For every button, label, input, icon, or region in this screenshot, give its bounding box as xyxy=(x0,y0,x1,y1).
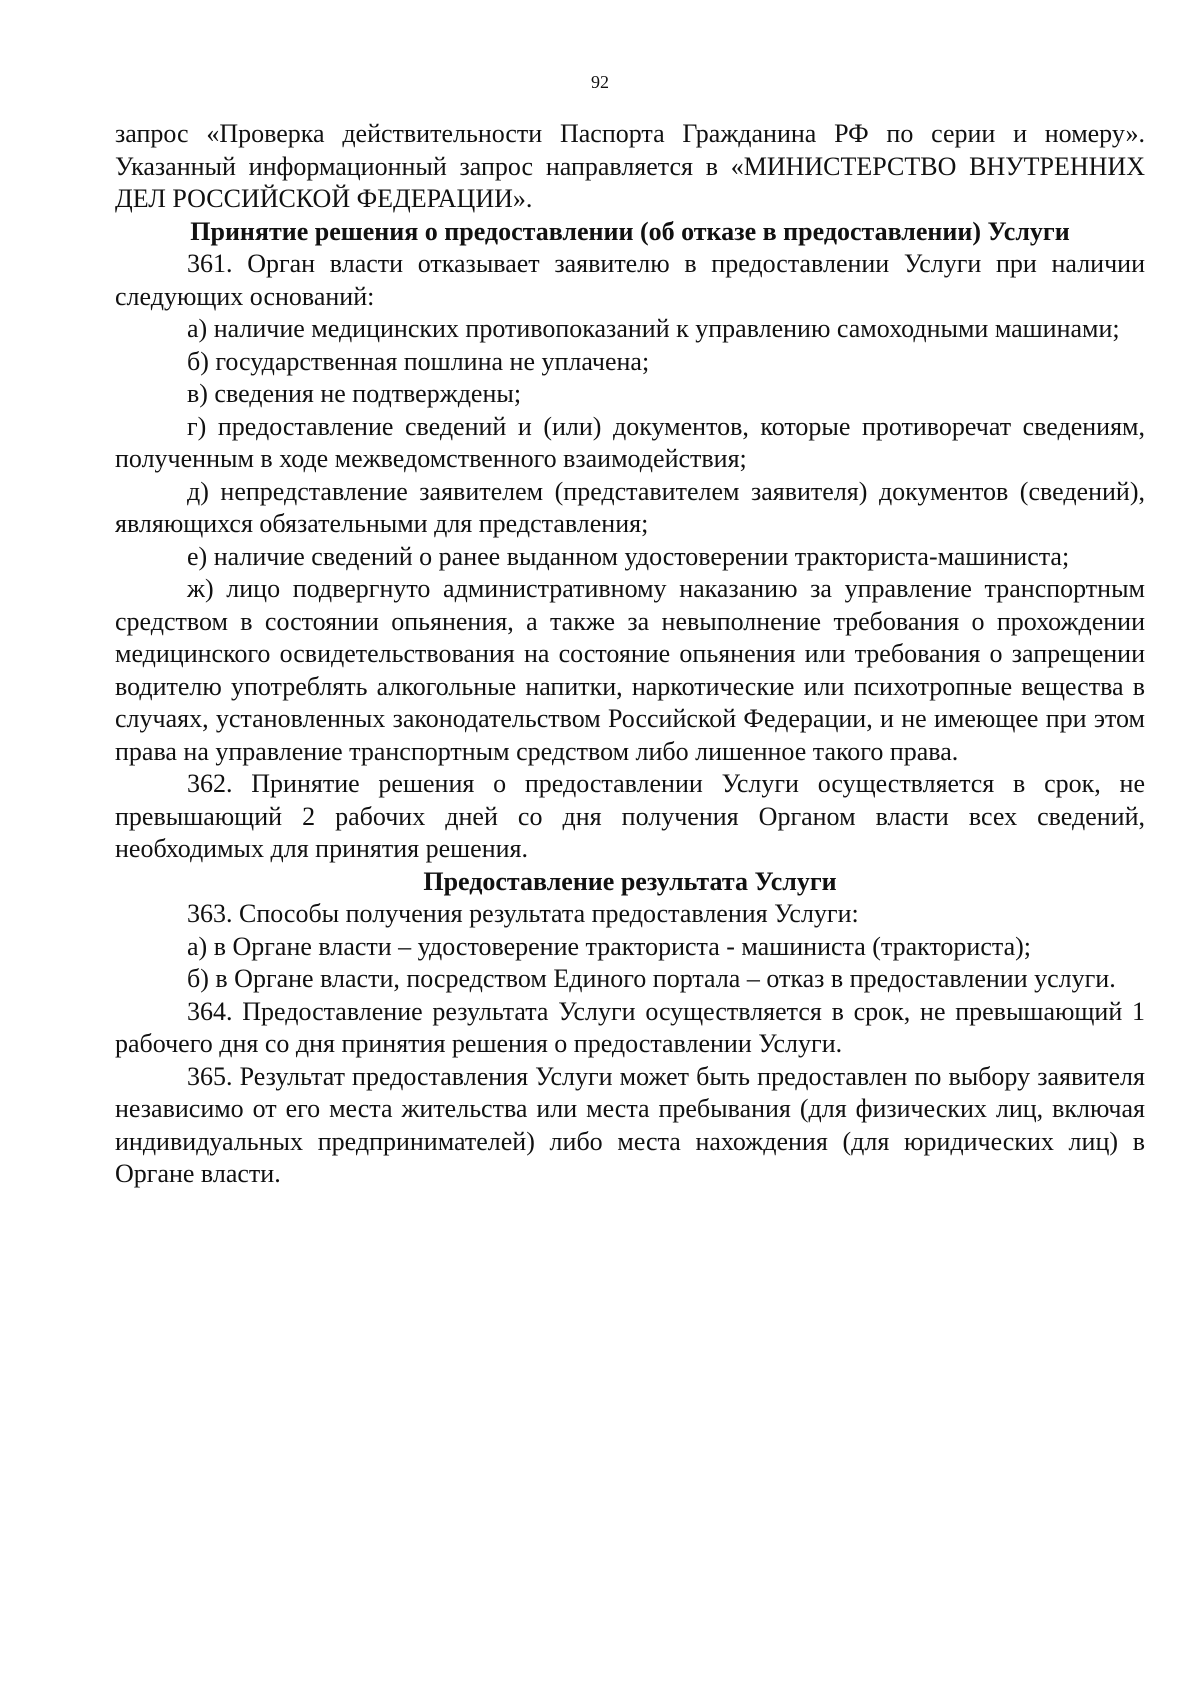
paragraph-365: 365. Результат предоставления Услуги может быть предоставлен по выбору заявителя независимо от его места жительства или места пребывания (для физических лиц, включая индивидуальных предпринимателей) либо места нахождения (для юридических лиц) в Органе власти. xyxy=(115,1061,1145,1188)
paragraph-364: 364. Предоставление результата Услуги осуществляется в срок, не превышающий 1 рабочего дня со дня принятия решения о предоставлении Услуги. xyxy=(115,996,1145,1058)
list-item-b: б) государственная пошлина не уплачена; xyxy=(187,346,650,376)
list-item-d: д) непредставление заявителем (представителем заявителя) документов (сведений), являющихся обязательными для представления; xyxy=(115,476,1145,538)
list-item-e: е) наличие сведений о ранее выданном удостоверении тракториста-машиниста; xyxy=(187,541,1070,571)
paragraph-362: 362. Принятие решения о предоставлении Услуги осуществляется в срок, не превышающий 2 рабочих дней со дня получения Органом власти всех сведений, необходимых для принятия решения. xyxy=(115,769,1145,863)
result-item-a: а) в Органе власти – удостоверение тракториста - машиниста (тракториста); xyxy=(187,931,1031,961)
page-number: 92 xyxy=(591,72,609,92)
paragraph-361: 361. Орган власти отказывает заявителю в предоставлении Услуги при наличии следующих оснований: xyxy=(115,249,1145,311)
list-item-v: в) сведения не подтверждены; xyxy=(187,379,522,408)
result-item-b: б) в Органе власти, посредством Единого портала – отказ в предоставлении услуги. xyxy=(187,964,1116,993)
paragraph-363: 363. Способы получения результата предоставления Услуги: xyxy=(187,899,859,928)
list-item-zh: ж) лицо подвергнуто административному наказанию за управление транспортным средством в состоянии опьянения, а также за невыполнение требования о прохождении медицинского освидетельствования на состояние опьянения или требования о запрещении водителю употреблять алкогольные напитки, наркотические или психотропные вещества в случаях, установленных законодательством Российской Федерации, и не имеющее при этом права на управление транспортным средством либо лишенное такого права. xyxy=(115,574,1145,766)
list-item-a: а) наличие медицинских противопоказаний к управлению самоходными машинами; xyxy=(187,314,1120,343)
document-body xyxy=(115,118,1145,1191)
section-heading-decision: Принятие решения о предоставлении (об отказе в предоставлении) Услуги xyxy=(190,216,1070,246)
list-item-g: г) предоставление сведений и (или) документов, которые противоречат сведениям, полученным в ходе межведомственного взаимодействия; xyxy=(115,411,1145,473)
intro-paragraph: запрос «Проверка действительности Паспорта Гражданина РФ по серии и номеру». Указанный информационный запрос направляется в «МИНИСТЕРСТВО ВНУТРЕННИХ ДЕЛ РОССИЙСКОЙ ФЕДЕРАЦИИ». xyxy=(115,119,1145,213)
section-heading-result: Предоставление результата Услуги xyxy=(423,866,837,896)
